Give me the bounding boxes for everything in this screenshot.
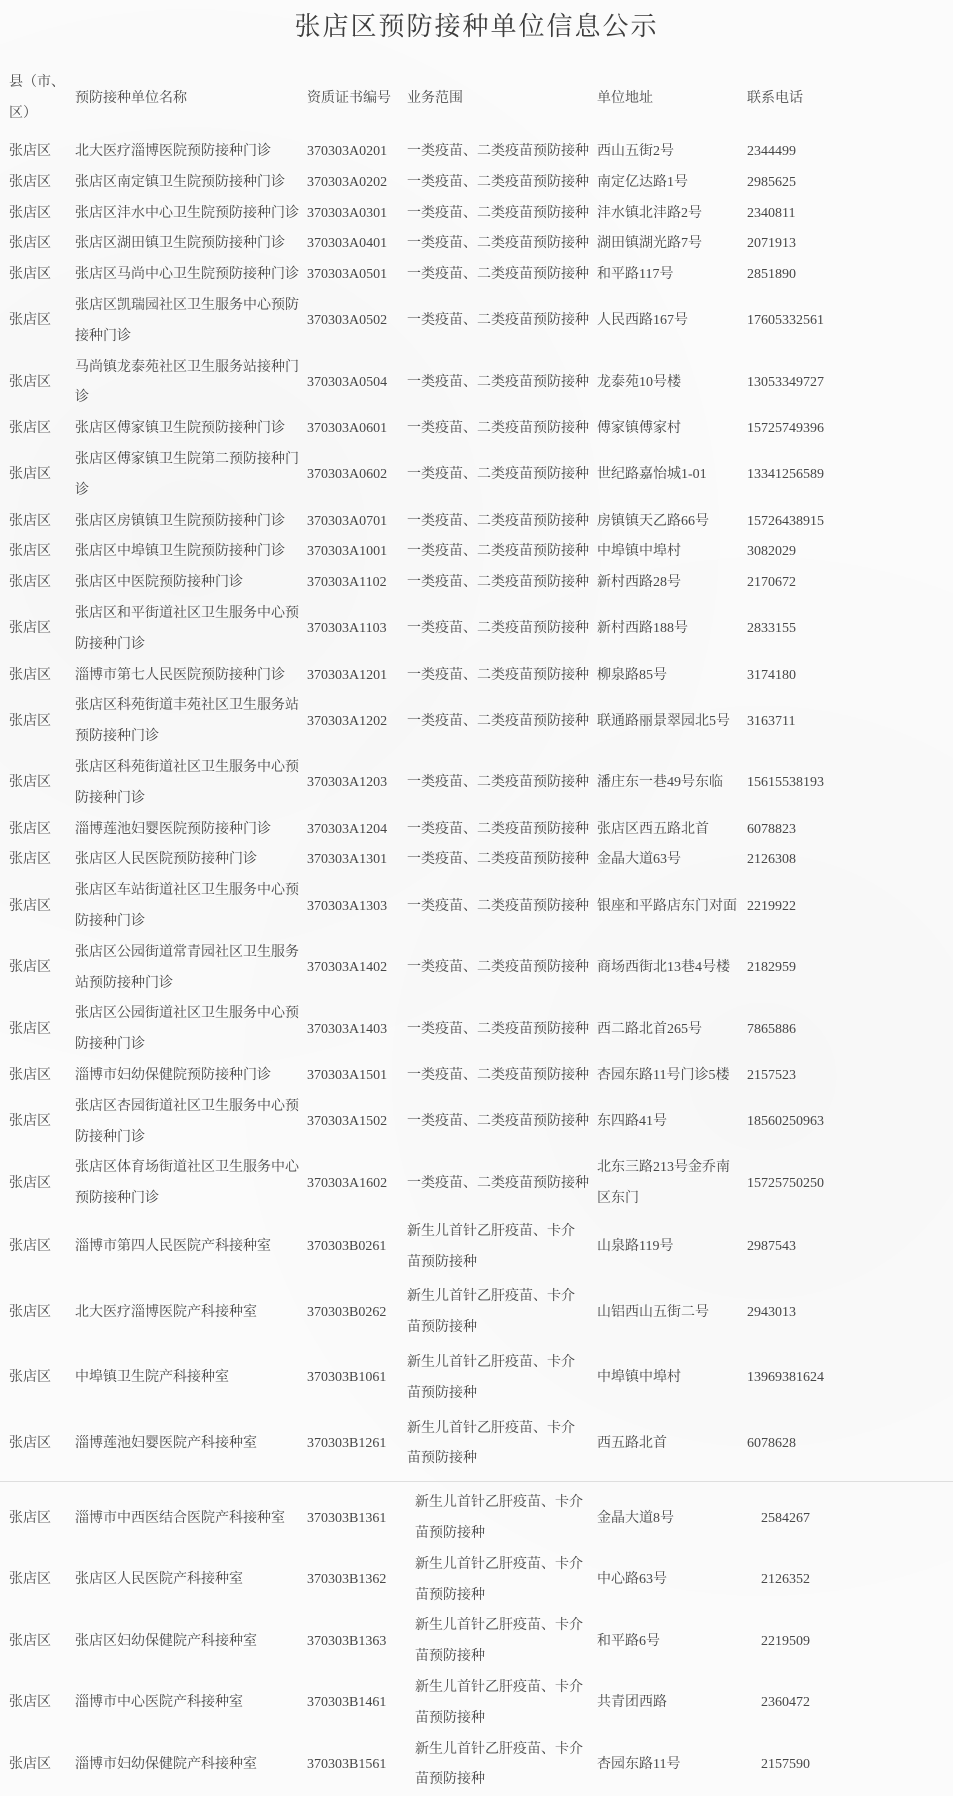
cert-number-cell: 370303A1203 [307, 775, 388, 791]
scope-cell: 新生儿首针乙肝疫苗、卡介苗预防接种 [415, 1556, 583, 1603]
phone-cell: 3174180 [747, 667, 796, 683]
county-cell: 张店区 [9, 374, 51, 390]
county-cell: 张店区 [9, 1304, 51, 1320]
table-row [0, 1550, 953, 1612]
phone-cell: 2340811 [747, 205, 796, 221]
phone-cell: 18560250963 [747, 1114, 824, 1130]
address-cell: 商场西街北13巷4号楼 [597, 960, 730, 976]
address-cell: 和平路6号 [597, 1633, 660, 1649]
scope-cell: 一类疫苗、二类疫苗预防接种 [407, 575, 589, 591]
scope-cell: 一类疫苗、二类疫苗预防接种 [407, 267, 589, 283]
scope-cell: 一类疫苗、二类疫苗预防接种 [407, 1114, 589, 1130]
phone-cell: 13969381624 [747, 1370, 824, 1386]
address-cell: 潘庄东一巷49号东临 [597, 775, 723, 791]
scope-cell: 一类疫苗、二类疫苗预防接种 [407, 713, 589, 729]
table-row [0, 1153, 953, 1215]
county-cell: 张店区 [9, 775, 51, 791]
county-cell: 张店区 [9, 960, 51, 976]
cert-number-cell: 370303A1102 [307, 575, 387, 591]
table-row [0, 1092, 953, 1154]
county-cell: 张店区 [9, 1021, 51, 1037]
unit-name-cell: 张店区公园街道常青园社区卫生服务站预防接种门诊 [75, 944, 299, 991]
address-cell: 人民西路167号 [597, 313, 688, 329]
scope-cell: 一类疫苗、二类疫苗预防接种 [407, 1067, 589, 1083]
table-row [0, 137, 953, 168]
table-row [0, 938, 953, 1000]
scope-cell: 一类疫苗、二类疫苗预防接种 [407, 313, 589, 329]
address-cell: 西五路北首 [597, 1436, 667, 1452]
phone-cell: 2851890 [747, 267, 796, 283]
unit-name-cell: 张店区妇幼保健院产科接种室 [75, 1633, 257, 1649]
scope-cell: 一类疫苗、二类疫苗预防接种 [407, 821, 589, 837]
county-cell: 张店区 [9, 205, 51, 221]
unit-name-cell: 淄博市第七人民医院预防接种门诊 [75, 667, 285, 683]
cert-number-cell: 370303A0202 [307, 174, 388, 190]
scope-cell: 一类疫苗、二类疫苗预防接种 [407, 513, 589, 529]
table-row [0, 1215, 953, 1281]
county-cell: 张店区 [9, 236, 51, 252]
address-cell: 张店区西五路北首 [597, 821, 709, 837]
county-cell: 张店区 [9, 821, 51, 837]
address-cell: 房镇镇天乙路66号 [597, 513, 709, 529]
scope-cell: 一类疫苗、二类疫苗预防接种 [407, 467, 589, 483]
table-row [0, 1735, 953, 1796]
unit-name-cell: 张店区车站街道社区卫生服务中心预防接种门诊 [75, 883, 299, 929]
cert-number-cell: 370303A0401 [307, 236, 388, 252]
county-cell: 张店区 [9, 1067, 51, 1083]
unit-name-cell: 张店区中埠镇卫生院预防接种门诊 [75, 544, 285, 560]
address-cell: 山铝西山五街二号 [597, 1304, 709, 1320]
unit-name-cell: 淄博莲池妇婴医院预防接种门诊 [75, 821, 271, 837]
phone-cell: 2219922 [747, 898, 796, 914]
county-cell: 张店区 [9, 1510, 51, 1526]
scope-cell: 一类疫苗、二类疫苗预防接种 [407, 374, 589, 390]
county-cell: 张店区 [9, 313, 51, 329]
address-cell: 中埠镇中埠村 [597, 544, 681, 560]
unit-name-cell: 张店区凯瑞园社区卫生服务中心预防接种门诊 [75, 297, 299, 344]
county-cell: 张店区 [9, 1370, 51, 1386]
phone-cell: 15725750250 [747, 1175, 824, 1191]
unit-name-cell: 马尚镇龙泰苑社区卫生服务站接种门诊 [75, 359, 299, 406]
county-cell: 张店区 [9, 1175, 51, 1191]
scope-cell: 新生儿首针乙肝疫苗、卡介苗预防接种 [415, 1680, 583, 1726]
table-row [0, 815, 953, 846]
phone-cell: 2170672 [747, 575, 796, 591]
cert-number-cell: 370303A1501 [307, 1067, 388, 1083]
phone-cell: 2584267 [761, 1510, 810, 1526]
cert-number-cell: 370303A1001 [307, 544, 388, 560]
table-row [0, 353, 953, 415]
cert-number-cell: 370303B1461 [307, 1695, 387, 1711]
address-cell: 沣水镇北沣路2号 [597, 205, 702, 221]
address-cell: 山泉路119号 [597, 1239, 674, 1255]
unit-name-cell: 淄博市中心医院产科接种室 [75, 1695, 243, 1711]
unit-name-cell: 中埠镇卫生院产科接种室 [75, 1370, 229, 1386]
cert-number-cell: 370303B0261 [307, 1239, 387, 1255]
address-cell: 杏园东路11号门诊5楼 [597, 1067, 730, 1083]
column-header-cert-number: 资质证书编号 [307, 90, 391, 106]
county-cell: 张店区 [9, 421, 51, 437]
phone-cell: 2219509 [761, 1633, 810, 1649]
phone-cell: 6078823 [747, 821, 796, 837]
county-cell: 张店区 [9, 1572, 51, 1588]
unit-name-cell: 北大医疗淄博医院预防接种门诊 [75, 144, 271, 159]
unit-name-cell: 张店区沣水中心卫生院预防接种门诊 [75, 205, 299, 221]
phone-cell: 2985625 [747, 174, 796, 190]
phone-cell: 13341256589 [747, 467, 824, 483]
phone-cell: 2943013 [747, 1304, 796, 1320]
table-row [0, 568, 953, 599]
scope-cell: 一类疫苗、二类疫苗预防接种 [407, 667, 589, 683]
unit-name-cell: 张店区和平街道社区卫生服务中心预防接种门诊 [75, 605, 299, 652]
table-row [0, 291, 953, 353]
address-cell: 杏园东路11号 [597, 1757, 681, 1773]
address-cell: 东四路41号 [597, 1114, 667, 1130]
scope-cell: 新生儿首针乙肝疫苗、卡介苗预防接种 [415, 1495, 583, 1542]
phone-cell: 15725749396 [747, 421, 824, 437]
table-row [0, 1280, 953, 1346]
cert-number-cell: 370303A0502 [307, 313, 388, 329]
unit-name-cell: 张店区南定镇卫生院预防接种门诊 [75, 174, 285, 190]
cert-number-cell: 370303A0601 [307, 421, 388, 437]
unit-name-cell: 张店区杏园街道社区卫生服务中心预防接种门诊 [75, 1098, 299, 1145]
unit-name-cell: 张店区马尚中心卫生院预防接种门诊 [75, 267, 299, 283]
table-row [0, 1611, 953, 1673]
unit-name-cell: 淄博市妇幼保健院产科接种室 [75, 1757, 257, 1773]
scope-cell: 一类疫苗、二类疫苗预防接种 [407, 205, 589, 221]
phone-cell: 3163711 [747, 713, 796, 729]
unit-name-cell: 北大医疗淄博医院产科接种室 [75, 1304, 257, 1320]
scope-cell: 新生儿首针乙肝疫苗、卡介苗预防接种 [407, 1223, 575, 1270]
cert-number-cell: 370303A1103 [307, 621, 387, 637]
page-title: 张店区预防接种单位信息公示 [294, 12, 659, 41]
phone-cell: 2071913 [747, 236, 796, 252]
cert-number-cell: 370303A0501 [307, 267, 388, 283]
phone-cell: 2126308 [747, 852, 796, 868]
table-row [0, 691, 953, 753]
phone-cell: 6078628 [747, 1436, 796, 1452]
address-cell: 共青团西路 [597, 1695, 667, 1711]
address-cell: 傅家镇傅家村 [597, 421, 681, 437]
scope-cell: 新生儿首针乙肝疫苗、卡介苗预防接种 [415, 1618, 583, 1665]
table-header-row [0, 61, 953, 137]
county-cell: 张店区 [9, 852, 51, 868]
phone-cell: 2344499 [747, 144, 796, 159]
column-header-phone: 联系电话 [747, 90, 803, 106]
phone-cell: 2987543 [747, 1239, 796, 1255]
scope-cell: 一类疫苗、二类疫苗预防接种 [407, 144, 589, 159]
unit-name-cell: 张店区人民医院预防接种门诊 [75, 852, 257, 868]
county-cell: 张店区 [9, 144, 51, 159]
county-cell: 张店区 [9, 575, 51, 591]
address-cell: 西二路北首265号 [597, 1021, 702, 1037]
table-body [0, 137, 953, 1796]
table-row [0, 661, 953, 692]
column-header-address: 单位地址 [597, 90, 653, 106]
unit-name-cell: 张店区科苑街道丰苑社区卫生服务站预防接种门诊 [75, 698, 299, 745]
table-row [0, 845, 953, 876]
cert-number-cell: 370303B1061 [307, 1370, 387, 1386]
address-cell: 金晶大道8号 [597, 1510, 674, 1526]
unit-name-cell: 张店区体育场街道社区卫生服务中心预防接种门诊 [75, 1160, 299, 1207]
column-header-unit-name: 预防接种单位名称 [75, 90, 187, 106]
table-row [0, 199, 953, 230]
county-cell: 张店区 [9, 621, 51, 637]
county-cell: 张店区 [9, 174, 51, 190]
county-cell: 张店区 [9, 1757, 51, 1773]
table-row [0, 445, 953, 507]
address-cell: 联通路丽景翠园北5号 [597, 713, 730, 729]
phone-cell: 17605332561 [747, 313, 824, 329]
address-cell: 北东三路213号金乔南区东门 [597, 1160, 730, 1207]
scope-cell: 一类疫苗、二类疫苗预防接种 [407, 1175, 589, 1191]
cert-number-cell: 370303B0262 [307, 1304, 387, 1320]
cert-number-cell: 370303B1363 [307, 1633, 387, 1649]
phone-cell: 7865886 [747, 1021, 796, 1037]
cert-number-cell: 370303B1361 [307, 1510, 387, 1526]
phone-cell: 3082029 [747, 544, 796, 560]
address-cell: 新村西路188号 [597, 621, 688, 637]
table-row [0, 999, 953, 1061]
address-cell: 新村西路28号 [597, 575, 681, 591]
table-row [0, 876, 953, 938]
unit-name-cell: 张店区湖田镇卫生院预防接种门诊 [75, 236, 285, 252]
cert-number-cell: 370303A1602 [307, 1175, 388, 1191]
county-cell: 张店区 [9, 1239, 51, 1255]
table-row [0, 1673, 953, 1735]
phone-cell: 13053349727 [747, 374, 824, 390]
address-cell: 龙泰苑10号楼 [597, 374, 681, 390]
table-row [0, 1061, 953, 1092]
county-cell: 张店区 [9, 713, 51, 729]
scope-cell: 一类疫苗、二类疫苗预防接种 [407, 775, 589, 791]
cert-number-cell: 370303A1403 [307, 1021, 388, 1037]
address-cell: 银座和平路店东门对面 [597, 898, 737, 914]
table-row [0, 599, 953, 661]
address-cell: 南定亿达路1号 [597, 174, 688, 190]
address-cell: 柳泉路85号 [597, 667, 667, 683]
address-cell: 西山五街2号 [597, 144, 674, 159]
phone-cell: 15615538193 [747, 775, 824, 791]
scope-cell: 一类疫苗、二类疫苗预防接种 [407, 236, 589, 252]
table-row [0, 414, 953, 445]
cert-number-cell: 370303A0602 [307, 467, 388, 483]
scope-cell: 新生儿首针乙肝疫苗、卡介苗预防接种 [407, 1355, 575, 1401]
cert-number-cell: 370303A1402 [307, 960, 388, 976]
table-row [0, 260, 953, 291]
table-row [0, 753, 953, 815]
county-cell: 张店区 [9, 1114, 51, 1130]
unit-name-cell: 淄博莲池妇婴医院产科接种室 [75, 1436, 257, 1452]
cert-number-cell: 370303A1301 [307, 852, 388, 868]
cert-number-cell: 370303A1502 [307, 1114, 388, 1130]
phone-cell: 2157590 [761, 1757, 810, 1773]
vaccination-units-table [0, 61, 953, 1796]
cert-number-cell: 370303A1201 [307, 667, 388, 683]
address-cell: 和平路117号 [597, 267, 674, 283]
county-cell: 张店区 [9, 467, 51, 483]
table-row [0, 1412, 953, 1478]
unit-name-cell: 张店区傅家镇卫生院第二预防接种门诊 [75, 451, 299, 498]
table-row [0, 229, 953, 260]
table-row [0, 1346, 953, 1412]
column-header-county: 县（市、区） [9, 75, 65, 121]
cert-number-cell: 370303A0201 [307, 144, 388, 159]
table-row [0, 168, 953, 199]
phone-cell: 2833155 [747, 621, 796, 637]
county-cell: 张店区 [9, 267, 51, 283]
county-cell: 张店区 [9, 1695, 51, 1711]
phone-cell: 2126352 [761, 1572, 810, 1588]
unit-name-cell: 张店区房镇镇卫生院预防接种门诊 [75, 513, 285, 529]
cert-number-cell: 370303B1261 [307, 1436, 387, 1452]
unit-name-cell: 张店区中医院预防接种门诊 [75, 575, 243, 591]
unit-name-cell: 淄博市第四人民医院产科接种室 [75, 1239, 271, 1255]
address-cell: 湖田镇湖光路7号 [597, 236, 702, 252]
county-cell: 张店区 [9, 667, 51, 683]
cert-number-cell: 370303A0301 [307, 205, 388, 221]
phone-cell: 2182959 [747, 960, 796, 976]
scope-cell: 一类疫苗、二类疫苗预防接种 [407, 544, 589, 560]
table-row [0, 507, 953, 538]
unit-name-cell: 淄博市妇幼保健院预防接种门诊 [75, 1067, 271, 1083]
cert-number-cell: 370303A0504 [307, 374, 388, 390]
scope-cell: 一类疫苗、二类疫苗预防接种 [407, 898, 589, 914]
scope-cell: 一类疫苗、二类疫苗预防接种 [407, 621, 589, 637]
cert-number-cell: 370303A1202 [307, 713, 388, 729]
address-cell: 世纪路嘉怡城1-01 [597, 467, 707, 483]
cert-number-cell: 370303B1362 [307, 1572, 387, 1588]
address-cell: 中埠镇中埠村 [597, 1370, 681, 1386]
column-header-scope: 业务范围 [407, 90, 463, 106]
scope-cell: 新生儿首针乙肝疫苗、卡介苗预防接种 [407, 1289, 575, 1336]
scope-cell: 新生儿首针乙肝疫苗、卡介苗预防接种 [407, 1420, 575, 1467]
scope-cell: 一类疫苗、二类疫苗预防接种 [407, 421, 589, 437]
unit-name-cell: 张店区傅家镇卫生院预防接种门诊 [75, 421, 285, 437]
address-cell: 中心路63号 [597, 1572, 667, 1588]
table-row [0, 537, 953, 568]
phone-cell: 2157523 [747, 1067, 796, 1083]
unit-name-cell: 张店区公园街道社区卫生服务中心预防接种门诊 [75, 1006, 299, 1053]
scope-cell: 一类疫苗、二类疫苗预防接种 [407, 960, 589, 976]
table-row [0, 1488, 953, 1550]
phone-cell: 15726438915 [747, 513, 824, 529]
cert-number-cell: 370303B1561 [307, 1757, 387, 1773]
unit-name-cell: 张店区人民医院产科接种室 [75, 1572, 243, 1588]
county-cell: 张店区 [9, 898, 51, 914]
section-divider [0, 1481, 953, 1482]
unit-name-cell: 淄博市中西医结合医院产科接种室 [75, 1510, 285, 1526]
cert-number-cell: 370303A1204 [307, 821, 388, 837]
cert-number-cell: 370303A0701 [307, 513, 388, 529]
phone-cell: 2360472 [761, 1695, 810, 1711]
scope-cell: 一类疫苗、二类疫苗预防接种 [407, 1021, 589, 1037]
scope-cell: 一类疫苗、二类疫苗预防接种 [407, 852, 589, 868]
county-cell: 张店区 [9, 1633, 51, 1649]
cert-number-cell: 370303A1303 [307, 898, 388, 914]
scope-cell: 一类疫苗、二类疫苗预防接种 [407, 174, 589, 190]
county-cell: 张店区 [9, 544, 51, 560]
address-cell: 金晶大道63号 [597, 852, 681, 868]
county-cell: 张店区 [9, 1436, 51, 1452]
scope-cell: 新生儿首针乙肝疫苗、卡介苗预防接种 [415, 1741, 583, 1788]
unit-name-cell: 张店区科苑街道社区卫生服务中心预防接种门诊 [75, 759, 299, 806]
county-cell: 张店区 [9, 513, 51, 529]
